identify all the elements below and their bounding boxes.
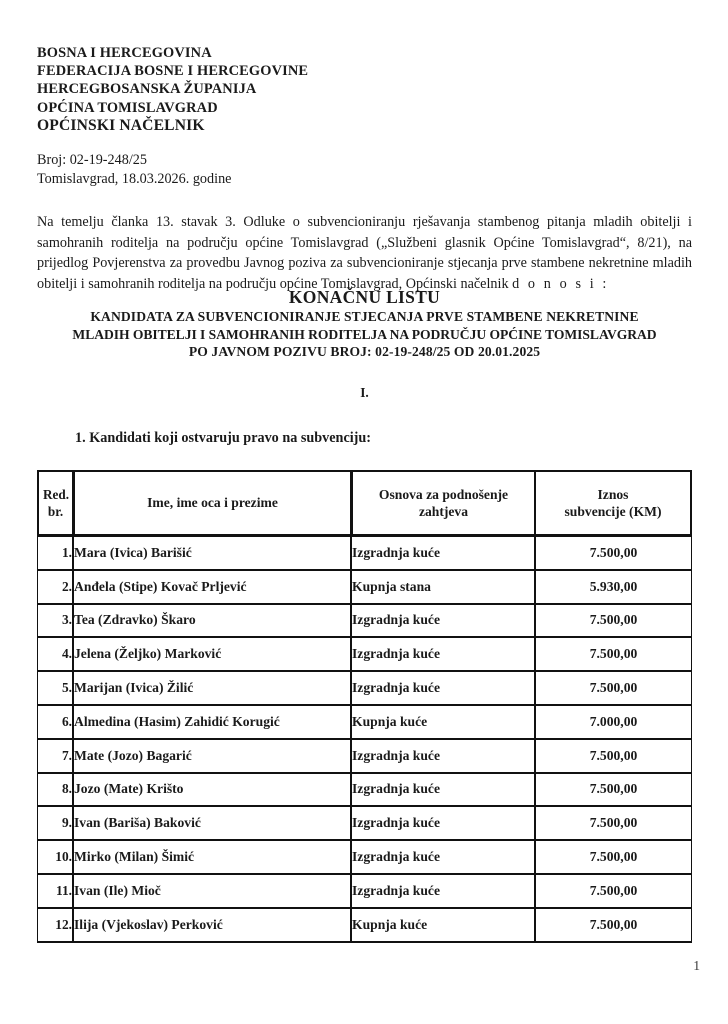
intro-donosi-word: d o n o s i :: [512, 275, 609, 292]
cell-ordinal: 11.: [37, 874, 73, 908]
table-row: [37, 671, 692, 705]
cell-name: Mate (Jozo) Bagarić: [73, 739, 351, 773]
column-header-name: Ime, ime oca i prezime: [73, 470, 351, 536]
table-row: [37, 637, 692, 671]
column-header-amount: [535, 470, 692, 536]
cell-basis: Izgradnja kuće: [351, 739, 535, 773]
reference-block: [37, 151, 231, 189]
table-row: [37, 840, 692, 874]
column-header-basis-line1: Osnova za podnošenje: [378, 486, 509, 502]
cell-name: Ivan (Bariša) Baković: [73, 806, 351, 840]
table-row: [37, 570, 692, 604]
reference-number: Broj: 02-19-248/25: [37, 152, 147, 168]
cell-amount: 7.500,00: [535, 840, 692, 874]
cell-basis: Izgradnja kuće: [351, 840, 535, 874]
cell-basis: Izgradnja kuće: [351, 773, 535, 807]
cell-ordinal: 8.: [37, 773, 73, 807]
cell-ordinal: 4.: [37, 637, 73, 671]
column-header-basis-line2: zahtjeva: [418, 504, 469, 519]
cell-name: Tea (Zdravko) Škaro: [73, 604, 351, 638]
column-header-ordinal: [37, 470, 73, 536]
cell-amount: 7.500,00: [535, 739, 692, 773]
letterhead-line-country: BOSNA I HERCEGOVINA: [37, 45, 212, 61]
cell-amount: 7.000,00: [535, 705, 692, 739]
letterhead-line-mayor: OPĆINSKI NAČELNIK: [37, 116, 205, 134]
column-header-amount-line2: subvencije (KM): [564, 504, 662, 519]
table-row: [37, 806, 692, 840]
cell-ordinal: 6.: [37, 705, 73, 739]
letterhead: [37, 44, 308, 135]
table-row: [37, 536, 692, 570]
cell-name: Mirko (Milan) Šimić: [73, 840, 351, 874]
cell-amount: 7.500,00: [535, 637, 692, 671]
table-row: [37, 908, 692, 943]
cell-amount: 7.500,00: [535, 874, 692, 908]
reference-place-date: Tomislavgrad, 18.03.2026. godine: [37, 171, 232, 187]
cell-name: Ivan (Ile) Mioč: [73, 874, 351, 908]
cell-name: Almedina (Hasim) Zahidić Korugić: [73, 705, 351, 739]
decision-title-line2: KANDIDATA ZA SUBVENCIONIRANJE STJECANJA PRVE STAMBENE NEKRETNINE: [90, 309, 639, 324]
cell-name: Marijan (Ivica) Žilić: [73, 671, 351, 705]
cell-basis: Izgradnja kuće: [351, 671, 535, 705]
cell-ordinal: 5.: [37, 671, 73, 705]
column-header-amount-line1: Iznos: [597, 486, 629, 502]
column-header-basis: [351, 470, 535, 536]
table-header-row: [37, 470, 692, 536]
cell-basis: Izgradnja kuće: [351, 536, 535, 570]
cell-ordinal: 9.: [37, 806, 73, 840]
cell-basis: Izgradnja kuće: [351, 806, 535, 840]
column-header-ordinal-line2: br.: [47, 504, 64, 519]
cell-ordinal: 1.: [37, 536, 73, 570]
cell-amount: 5.930,00: [535, 570, 692, 604]
decision-title: [37, 286, 692, 361]
cell-basis: Izgradnja kuće: [351, 637, 535, 671]
table-row: [37, 604, 692, 638]
cell-basis: Izgradnja kuće: [351, 604, 535, 638]
cell-name: Ilija (Vjekoslav) Perković: [73, 908, 351, 943]
page-number: 1: [693, 958, 700, 973]
decision-title-main: KONAČNU LISTU: [288, 287, 441, 307]
table-row: [37, 874, 692, 908]
letterhead-line-canton: HERCEGBOSANSKA ŽUPANIJA: [37, 81, 257, 98]
decision-title-line3: MLADIH OBITELJI I SAMOHRANIH RODITELJA NA PODRUČJU OPĆINE TOMISLAVGRAD: [72, 326, 657, 342]
cell-ordinal: 12.: [37, 908, 73, 943]
cell-basis: Kupnja stana: [351, 570, 535, 604]
cell-amount: 7.500,00: [535, 671, 692, 705]
letterhead-line-municipality: OPĆINA TOMISLAVGRAD: [37, 99, 218, 116]
table-row: [37, 739, 692, 773]
intro-paragraph: [37, 212, 692, 294]
intro-paragraph-text: Na temelju članka 13. stavak 3. Odluke o subvencioniranju rješavanja stambenog pitanja mladih obitelji i samohranih roditelja na području općine Tomislavgrad („Službeni glasnik Općine Tomislavgrad“, 8/21), na prijedlog Povjerenstva za provedbu Javnog poziva za subvencioniranje stjecanja prve stambene nekretnine mladih obitelji i samohranih roditelja na području općine Tomislavgrad, Općinski načelnik: [37, 214, 692, 292]
cell-name: Mara (Ivica) Barišić: [73, 536, 351, 570]
candidates-table-wrapper: [37, 470, 692, 943]
cell-name: Jelena (Željko) Marković: [73, 637, 351, 671]
cell-name: Anđela (Stipe) Kovač Prljević: [73, 570, 351, 604]
decision-title-line4: PO JAVNOM POZIVU BROJ: 02-19-248/25 OD 20.01.2025: [188, 344, 541, 360]
cell-name: Jozo (Mate) Krišto: [73, 773, 351, 807]
cell-amount: 7.500,00: [535, 773, 692, 807]
cell-amount: 7.500,00: [535, 908, 692, 943]
cell-amount: 7.500,00: [535, 536, 692, 570]
cell-basis: Kupnja kuće: [351, 705, 535, 739]
section-heading: 1. Kandidati koji ostvaruju pravo na subvenciju:: [75, 430, 372, 446]
cell-basis: Izgradnja kuće: [351, 874, 535, 908]
cell-amount: 7.500,00: [535, 806, 692, 840]
cell-ordinal: 3.: [37, 604, 73, 638]
cell-ordinal: 10.: [37, 840, 73, 874]
candidates-table: [37, 470, 692, 943]
cell-ordinal: 2.: [37, 570, 73, 604]
candidates-table-body: [37, 536, 692, 943]
column-header-ordinal-line1: Red.: [43, 486, 70, 502]
table-row: [37, 773, 692, 807]
cell-ordinal: 7.: [37, 739, 73, 773]
table-row: [37, 705, 692, 739]
cell-amount: 7.500,00: [535, 604, 692, 638]
candidates-table-head: [37, 470, 692, 536]
section-roman-numeral: I.: [360, 385, 369, 400]
letterhead-line-federation: FEDERACIJA BOSNE I HERCEGOVINE: [37, 63, 309, 80]
cell-basis: Kupnja kuće: [351, 908, 535, 943]
